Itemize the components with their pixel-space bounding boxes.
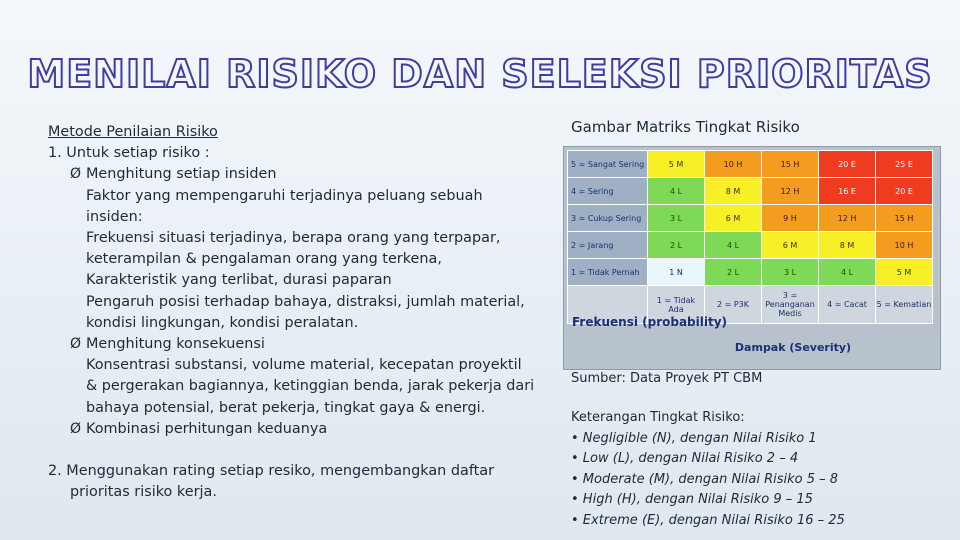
text-line: & pergerakan bagiannya, ketinggian benda, jarak pekerja dari [86, 378, 535, 395]
matrix-cell: 6 M [762, 232, 819, 259]
matrix-row [568, 205, 933, 232]
risk-matrix [563, 146, 941, 370]
matrix-cell: 25 E [876, 151, 933, 178]
frequency-label: 4 = Sering [568, 178, 648, 205]
severity-label: 1 = Tidak Ada [648, 286, 705, 324]
text-line: Frekuensi situasi terjadinya, berapa orang yang terpapar, [86, 230, 501, 247]
risk-matrix-table [567, 150, 933, 324]
matrix-cell: 6 M [705, 205, 762, 232]
severity-label: 3 = Penanganan Medis [762, 286, 819, 324]
step-2: 2. Menggunakan rating setiap resiko, mengembangkan daftar [48, 463, 495, 480]
frequency-axis-label: Frekuensi (probability) [572, 315, 728, 329]
matrix-cell: 16 E [819, 178, 876, 205]
bullet-incident: Ø Menghitung setiap insiden [48, 164, 548, 185]
matrix-cell: 10 H [876, 232, 933, 259]
matrix-cell: 9 H [762, 205, 819, 232]
arrow-bullet-icon: Ø [70, 166, 82, 183]
matrix-cell: 2 L [705, 259, 762, 286]
step-1: 1. Untuk setiap risiko : [48, 145, 210, 162]
arrow-bullet-icon: Ø [70, 420, 82, 437]
bullet-consequence: Ø Menghitung konsekuensi [48, 334, 548, 355]
method-text [48, 122, 548, 503]
text-line: prioritas risiko kerja. [70, 484, 217, 501]
page-title: MENILAI RISIKO DAN SELEKSI PRIORITAS [27, 52, 933, 96]
matrix-cell: 2 L [648, 232, 705, 259]
matrix-caption: Gambar Matriks Tingkat Risiko [571, 118, 800, 136]
matrix-cell: 5 M [876, 259, 933, 286]
matrix-cell: 10 H [705, 151, 762, 178]
text-line: keterampilan & pengalaman orang yang terkena, [86, 251, 442, 268]
matrix-cell: 12 H [762, 178, 819, 205]
matrix-cell: 8 M [819, 232, 876, 259]
bullet-combination: Ø Kombinasi perhitungan keduanya [48, 419, 548, 440]
matrix-cell: 15 H [876, 205, 933, 232]
matrix-cell: 4 L [819, 259, 876, 286]
risk-legend [571, 408, 845, 532]
legend-item: • Extreme (E), dengan Nilai Risiko 16 – 25 [571, 512, 845, 528]
severity-label: 2 = P3K [705, 286, 762, 324]
frequency-label: 3 = Cukup Sering [568, 205, 648, 232]
matrix-cell: 15 H [762, 151, 819, 178]
frequency-label: 5 = Sangat Sering [568, 151, 648, 178]
severity-label: 4 = Cacat [819, 286, 876, 324]
matrix-row [568, 259, 933, 286]
matrix-cell: 12 H [819, 205, 876, 232]
text-line: Karakteristik yang terlibat, durasi paparan [86, 272, 392, 289]
method-heading: Metode Penilaian Risiko [48, 124, 218, 140]
text-line: insiden: [86, 208, 143, 225]
text-line: Faktor yang mempengaruhi terjadinya peluang sebuah [86, 187, 483, 204]
text-line: Konsentrasi substansi, volume material, kecepatan proyektil [86, 357, 522, 374]
matrix-cell: 4 L [648, 178, 705, 205]
legend-item: • Low (L), dengan Nilai Risiko 2 – 4 [571, 451, 799, 467]
matrix-cell: 8 M [705, 178, 762, 205]
legend-item: • Moderate (M), dengan Nilai Risiko 5 – 8 [571, 471, 839, 487]
arrow-bullet-icon: Ø [70, 336, 82, 353]
legend-item: • Negligible (N), dengan Nilai Risiko 1 [571, 430, 817, 446]
matrix-cell: 20 E [819, 151, 876, 178]
frequency-label: 1 = Tidak Pernah [568, 259, 648, 286]
text-line: kondisi lingkungan, kondisi peralatan. [86, 314, 359, 331]
matrix-cell: 3 L [648, 205, 705, 232]
matrix-cell: 3 L [762, 259, 819, 286]
matrix-row [568, 232, 933, 259]
text-line: bahaya potensial, berat pekerja, tingkat gaya & energi. [86, 399, 486, 416]
frequency-label: 2 = Jarang [568, 232, 648, 259]
matrix-cell: 20 E [876, 178, 933, 205]
matrix-cell: 1 N [648, 259, 705, 286]
matrix-cell: 4 L [705, 232, 762, 259]
matrix-cell: 5 M [648, 151, 705, 178]
severity-label: 5 = Kematian [876, 286, 933, 324]
source-text: Sumber: Data Proyek PT CBM [571, 371, 763, 386]
severity-axis-label: Dampak (Severity) [734, 341, 852, 354]
legend-item: • High (H), dengan Nilai Risiko 9 – 15 [571, 492, 813, 508]
text-line: Pengaruh posisi terhadap bahaya, distraksi, jumlah material, [86, 293, 525, 310]
matrix-row [568, 178, 933, 205]
legend-title: Keterangan Tingkat Risiko: [571, 410, 745, 425]
matrix-row [568, 151, 933, 178]
